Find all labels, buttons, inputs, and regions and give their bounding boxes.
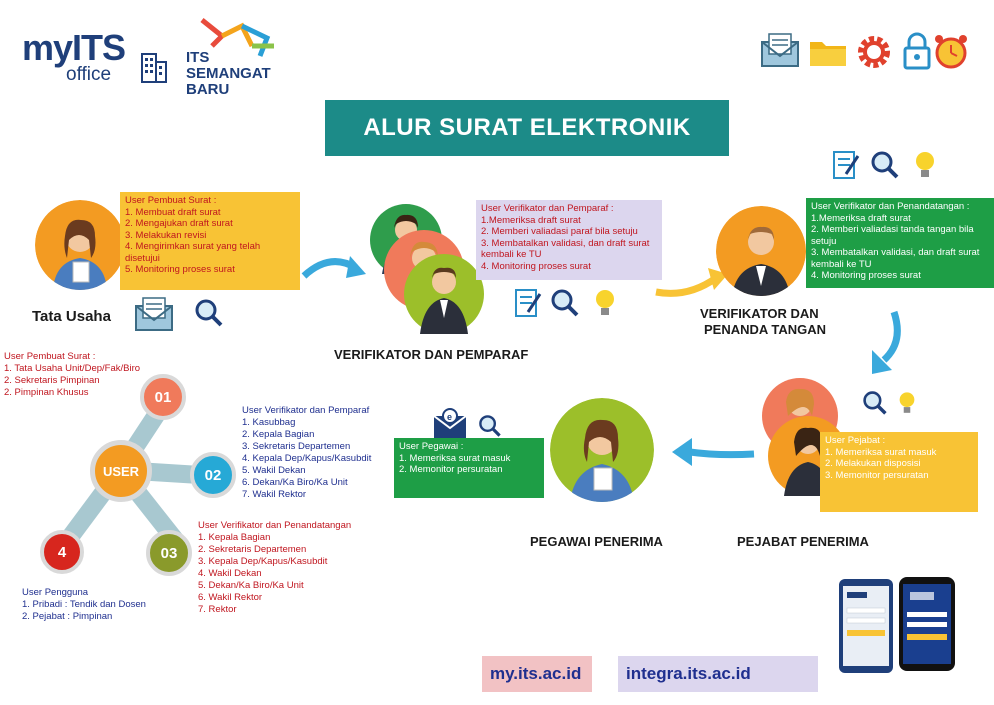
tata-usaha-box xyxy=(120,192,300,290)
gear-icon xyxy=(854,32,894,72)
list-item: 5. Dekan/Ka Biro/Ka Unit xyxy=(198,580,304,591)
list-item: 3. Sekretaris Departemen xyxy=(242,441,351,452)
list-item: 2. Memberi valiadasi paraf bila setuju xyxy=(481,226,638,237)
list-item: 7. Rektor xyxy=(198,604,237,615)
integra-link-text[interactable]: integra.its.ac.id xyxy=(626,664,751,683)
tata-usaha-avatar xyxy=(35,200,125,290)
logo-its-line1: ITS xyxy=(186,49,210,66)
logo-office-text: office xyxy=(66,64,112,85)
user-node-label: 02 xyxy=(204,466,222,484)
box-title: User Pejabat : xyxy=(825,435,886,446)
email-envelope-icon xyxy=(432,408,468,440)
verifikator-pemparaf-box xyxy=(476,200,662,280)
box-title: User Pembuat Surat : xyxy=(125,195,217,206)
page-title-banner xyxy=(325,100,729,156)
pegawai-penerima-label: PEGAWAI PENERIMA xyxy=(530,534,663,549)
mail-icon xyxy=(760,32,800,68)
lightbulb-icon xyxy=(594,288,616,318)
lock-icon xyxy=(902,32,932,70)
my-its-link-text[interactable]: my.its.ac.id xyxy=(490,664,582,683)
magnifier-icon xyxy=(478,414,502,438)
lightbulb-icon xyxy=(914,150,936,180)
page-title: ALUR SURAT ELEKTRONIK xyxy=(363,114,691,141)
integra-link[interactable] xyxy=(618,656,818,692)
user-node-label: 4 xyxy=(57,543,67,561)
logo-myits-text: myITS xyxy=(22,27,126,68)
user-center-node xyxy=(90,440,152,502)
svg-text:e: e xyxy=(447,412,453,422)
list-item: 4. Wakil Dekan xyxy=(198,568,262,579)
box-title: User Pegawai : xyxy=(399,441,464,452)
magnifier-icon xyxy=(194,298,224,328)
list-item: 1. Kepala Bagian xyxy=(198,532,271,543)
verifikator-pemparaf-avatars xyxy=(368,198,488,338)
phone-app-mockup-dark xyxy=(898,576,956,672)
list-item: 2. Memberi valiadasi tanda tangan bila setuju xyxy=(811,224,974,247)
user-node-4 xyxy=(40,530,84,574)
tata-usaha-label: Tata Usaha xyxy=(32,308,111,325)
box-title: User Verifikator dan Penandatangan : xyxy=(811,201,970,212)
lightbulb-icon xyxy=(898,390,916,416)
magnifier-icon xyxy=(550,288,580,318)
list-item: 4. Monitoring proses surat xyxy=(481,260,591,272)
pegawai-penerima-box xyxy=(394,438,544,498)
box-title: User Verifikator dan Pemparaf : xyxy=(481,203,614,214)
user-node-label: 03 xyxy=(160,544,178,562)
magnifier-icon xyxy=(870,150,900,180)
list-item: 6. Dekan/Ka Biro/Ka Unit xyxy=(242,477,348,488)
list-item: 5. Monitoring proses surat xyxy=(125,264,235,275)
list-item: 3. Membatalkan validasi, dan draft surat kembali ke TU xyxy=(481,237,650,260)
list-title: User Verifikator dan Penandatangan xyxy=(198,520,352,531)
list-title: User Pembuat Surat : xyxy=(4,351,96,362)
magnifier-icon xyxy=(862,390,888,416)
logo-its-line2: SEMANGAT xyxy=(186,65,271,82)
flow-arrow-icon xyxy=(668,430,758,470)
list-item: 1. Memeriksa surat masuk xyxy=(825,446,937,458)
list-item: 2. Memonitor persuratan xyxy=(399,464,503,475)
document-edit-icon xyxy=(514,288,542,320)
list-item: 4. Monitoring proses surat xyxy=(811,270,921,281)
flow-arrow-icon xyxy=(300,250,370,290)
list-item: 7. Wakil Rektor xyxy=(242,489,307,500)
user-center-label: USER xyxy=(102,463,140,479)
list-item: 2. Pimpinan Khusus xyxy=(4,387,89,398)
verifikator-penanda-tangan-label-2: PENANDA TANGAN xyxy=(704,322,827,337)
my-its-link[interactable] xyxy=(482,656,592,692)
list-item: 4. Mengirimkan surat yang telah disetujui xyxy=(125,241,261,264)
building-icon xyxy=(138,50,170,84)
list-item: 6. Wakil Rektor xyxy=(198,592,263,603)
list-item: 1.Memeriksa draft surat xyxy=(811,212,911,224)
list-item: 1. Memeriksa surat masuk xyxy=(399,452,511,464)
user-node-03 xyxy=(146,530,192,576)
document-edit-icon xyxy=(832,150,860,182)
user-verifikator-penandatangan-list xyxy=(198,520,378,616)
list-item: 1.Memeriksa draft surat xyxy=(481,214,581,226)
list-item: 5. Wakil Dekan xyxy=(242,465,306,476)
list-item: 3. Memonitor persuratan xyxy=(825,469,929,481)
user-node-label: 01 xyxy=(154,388,172,406)
list-item: 3. Membatalkan validasi, dan draft surat kembali ke TU xyxy=(811,247,980,270)
list-item: 2. Sekretaris Departemen xyxy=(198,544,307,555)
verifikator-pemparaf-label: VERIFIKATOR DAN PEMPARAF xyxy=(334,347,529,362)
list-item: 3. Melakukan revisi xyxy=(125,229,207,241)
list-item: 1. Membuat draft surat xyxy=(125,206,221,218)
pejabat-penerima-box xyxy=(820,432,978,512)
alarm-clock-icon xyxy=(932,32,970,70)
myits-office-logo xyxy=(22,27,126,85)
list-item: 1. Pribadi : Tendik dan Dosen xyxy=(22,599,146,610)
list-item: 1. Tata Usaha Unit/Dep/Fak/Biro xyxy=(4,363,141,374)
mail-icon xyxy=(134,296,174,332)
list-title: User Pengguna xyxy=(22,587,89,598)
list-item: 2. Melakukan disposisi xyxy=(825,458,921,469)
verifikator-penanda-tangan-label-1: VERIFIKATOR DAN xyxy=(700,306,819,321)
list-item: 1. Kasubbag xyxy=(242,417,296,428)
logo-its-line3: BARU xyxy=(186,81,230,98)
list-item: 2. Pejabat : Pimpinan xyxy=(22,611,113,622)
list-item: 2. Sekretaris Pimpinan xyxy=(4,375,100,386)
list-item: 2. Kepala Bagian xyxy=(242,429,315,440)
phone-app-mockup-light xyxy=(838,578,894,674)
pegawai-penerima-avatar xyxy=(550,398,654,502)
user-pembuat-list xyxy=(4,351,174,399)
verifikator-penanda-tangan-avatar xyxy=(716,206,806,296)
list-title: User Verifikator dan Pemparaf xyxy=(242,405,370,416)
user-node-02 xyxy=(190,452,236,498)
user-pengguna-list xyxy=(22,587,192,623)
flow-arrow-icon xyxy=(864,308,914,378)
its-semangat-baru-logo xyxy=(182,16,282,106)
user-verifikator-pemparaf-list xyxy=(242,405,402,501)
list-item: 2. Mengajukan draft surat xyxy=(125,218,233,229)
list-item: 3. Kepala Dep/Kapus/Kasubdit xyxy=(198,556,328,567)
list-item: 4. Kepala Dep/Kapus/Kasubdit xyxy=(242,453,372,464)
folder-icon xyxy=(808,38,848,68)
pejabat-penerima-label: PEJABAT PENERIMA xyxy=(737,534,869,549)
verifikator-penanda-tangan-box xyxy=(806,198,994,288)
